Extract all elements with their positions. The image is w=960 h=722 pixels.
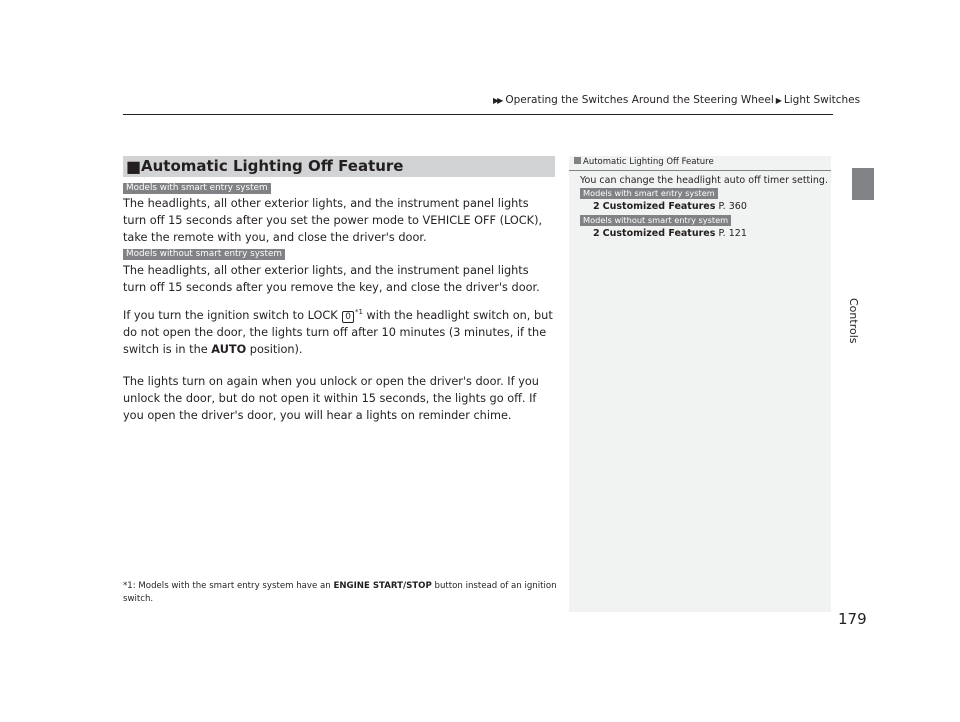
footnote: [123, 580, 563, 606]
auto-position-label: AUTO: [211, 343, 247, 356]
note-marker-icon: [574, 157, 581, 164]
chapter-tab-marker: [852, 168, 874, 200]
double-arrow-icon: ▶▶: [493, 96, 502, 105]
lock-position-key-icon: 0: [342, 311, 354, 323]
footnote-bold: ENGINE START/STOP: [333, 581, 432, 591]
ignition-text-a: If you turn the ignition switch to LOCK: [123, 309, 338, 322]
footnote-ref[interactable]: *1: [355, 308, 363, 316]
paragraph-reminder-chime: The lights turn on again when you unlock or open the driver's door. If you unlock the door, but do not open it within 15 seconds, the lights go off. If you open the driver's door, you will hear a lights on reminder chime.: [123, 375, 539, 422]
breadcrumb-section[interactable]: Operating the Switches Around the Steering Wheel: [505, 94, 774, 106]
sidebar-intro: You can change the headlight auto off timer setting.: [580, 175, 828, 186]
footnote-prefix: *1: Models with the smart entry system have an: [123, 581, 334, 591]
sidebar-title-text: Automatic Lighting Off Feature: [583, 157, 714, 167]
xref-customized-features-smart[interactable]: [593, 201, 747, 212]
xref-page: P. 360: [718, 201, 747, 212]
model-badge-no-smart-entry: Models without smart entry system: [123, 249, 285, 260]
xref-label: Customized Features: [602, 201, 716, 212]
model-badge-smart-entry: Models with smart entry system: [123, 183, 271, 194]
ignition-text-c: position).: [246, 343, 303, 356]
xref-page: P. 121: [718, 228, 747, 239]
sidebar-badge-smart-entry: Models with smart entry system: [580, 188, 718, 199]
xref-customized-features-nosmart[interactable]: [593, 228, 747, 239]
page-number: 179: [838, 610, 867, 628]
section-heading: [123, 156, 555, 177]
sidebar-title: [574, 157, 714, 167]
arrow-icon: ▶: [775, 96, 780, 105]
heading-square-icon: ■: [126, 157, 142, 176]
breadcrumb: [493, 94, 860, 106]
ignition-text-b: with the headlight switch on, but do not open the door, the lights turn off after 10 minutes (3 minutes, if the switch is in the: [123, 309, 553, 356]
footnote-suffix: button instead of an ignition switch.: [123, 581, 557, 604]
breadcrumb-page[interactable]: Light Switches: [783, 94, 861, 106]
paragraph-smart-entry: The headlights, all other exterior lights, and the instrument panel lights turn off 15 seconds after you set the power mode to VEHICLE OFF (LOCK), take the remote with you, and close the driver's door.: [123, 197, 543, 244]
xref-label: Customized Features: [602, 228, 716, 239]
header-divider: [123, 114, 833, 115]
section-heading-text: Automatic Lighting Off Feature: [141, 157, 404, 175]
cross-reference-icon: 2: [593, 201, 600, 212]
chapter-tab-label[interactable]: Controls: [847, 298, 860, 344]
cross-reference-icon: 2: [593, 228, 600, 239]
paragraph-ignition-lock: [123, 307, 553, 358]
paragraph-no-smart-entry: The headlights, all other exterior lights, and the instrument panel lights turn off 15 seconds after you remove the key, and close the driver's door.: [123, 264, 540, 294]
sidebar-badge-no-smart-entry: Models without smart entry system: [580, 215, 731, 226]
